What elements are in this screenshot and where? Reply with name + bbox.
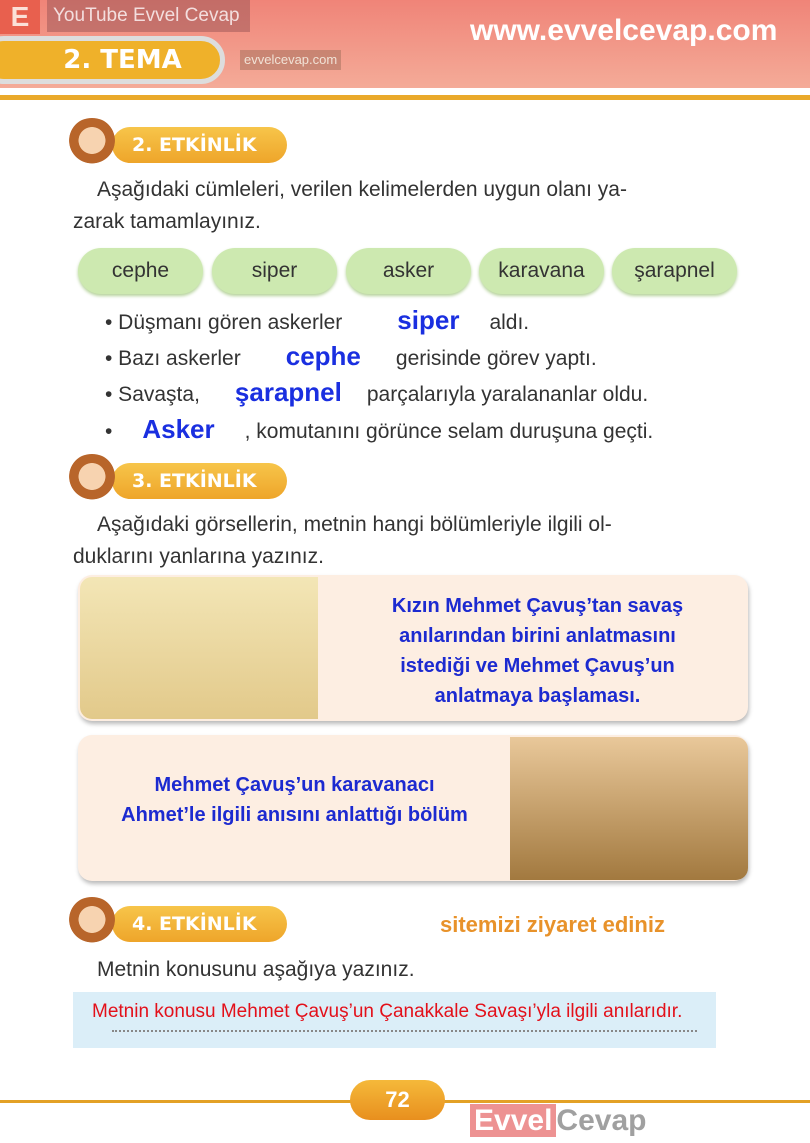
sentence-end: gerisinde görev yaptı. (395, 347, 597, 370)
evvelcevap-logo: Evvel Cevap (470, 1104, 646, 1138)
sentence-row (105, 414, 805, 448)
word-chip: şarapnel (612, 248, 737, 294)
watermark-visit-text: sitemizi ziyaret ediniz (440, 912, 665, 937)
watermark-site-url: www.evvelcevap.com (470, 14, 778, 47)
answer: Asker (142, 414, 215, 444)
activity4-title: 4. ETKİNLİK (112, 906, 287, 942)
page-number: 72 (350, 1080, 445, 1120)
grandfather-story-illustration (80, 577, 318, 719)
activity4-instruction: Metnin konusunu aşağıya yazınız. (97, 958, 415, 981)
trench-soldiers-illustration (510, 737, 748, 880)
sentence: • Bazı askerler (105, 347, 241, 370)
word-chip: cephe (78, 248, 203, 294)
answer: siper (397, 305, 460, 335)
sentence-row (105, 377, 805, 411)
sentence: • (105, 420, 113, 443)
girl-icon (66, 897, 118, 947)
sentence: • Savaşta, (105, 383, 200, 406)
answer: cephe (285, 341, 361, 371)
sentence-row (105, 305, 805, 339)
theme-label: 2. TEMA (0, 36, 225, 84)
word-chip: karavana (479, 248, 604, 294)
sentence-row (105, 341, 805, 375)
girl-icon (66, 454, 118, 504)
girl-icon (66, 118, 118, 168)
watermark-url: evvelcevap.com (240, 50, 341, 70)
dotted-line (112, 1030, 697, 1032)
activity2-title: 2. ETKİNLİK (112, 127, 287, 163)
sentence-end: , komutanını görünce selam duruşuna geçti. (244, 420, 654, 443)
divider (0, 95, 810, 100)
watermark-title: YouTube Evvel Cevap (47, 0, 250, 32)
channel-logo: E (0, 0, 40, 34)
activity3-title: 3. ETKİNLİK (112, 463, 287, 499)
activity4-answer: Metnin konusu Mehmet Çavuş’un Çanakkale Savaşı’yla ilgili anılarıdır. (92, 1001, 683, 1022)
word-chip: asker (346, 248, 471, 294)
sentence-end: parçalarıyla yaralananlar oldu. (366, 383, 649, 406)
word-chip: siper (212, 248, 337, 294)
activity3-instruction: Aşağıdaki görsellerin, metnin hangi bölümleriyle ilgili ol- duklarını yanlarına yazınız. (73, 513, 612, 568)
sentence: • Düşmanı gören askerler (105, 311, 343, 334)
card1-text: Kızın Mehmet Çavuş’tan savaş anılarından birini anlatmasını istediği ve Mehmet Çavuş’un anlatmaya başlaması. (391, 595, 684, 707)
activity2-instruction: Aşağıdaki cümleleri, verilen kelimelerden uygun olanı ya- zarak tamamlayınız. (73, 178, 627, 233)
card2-text: Mehmet Çavuş’un karavanacı Ahmet’le ilgili anısını anlattığı bölüm (121, 774, 468, 826)
answer: şarapnel (234, 377, 342, 407)
sentence-end: aldı. (489, 311, 530, 334)
